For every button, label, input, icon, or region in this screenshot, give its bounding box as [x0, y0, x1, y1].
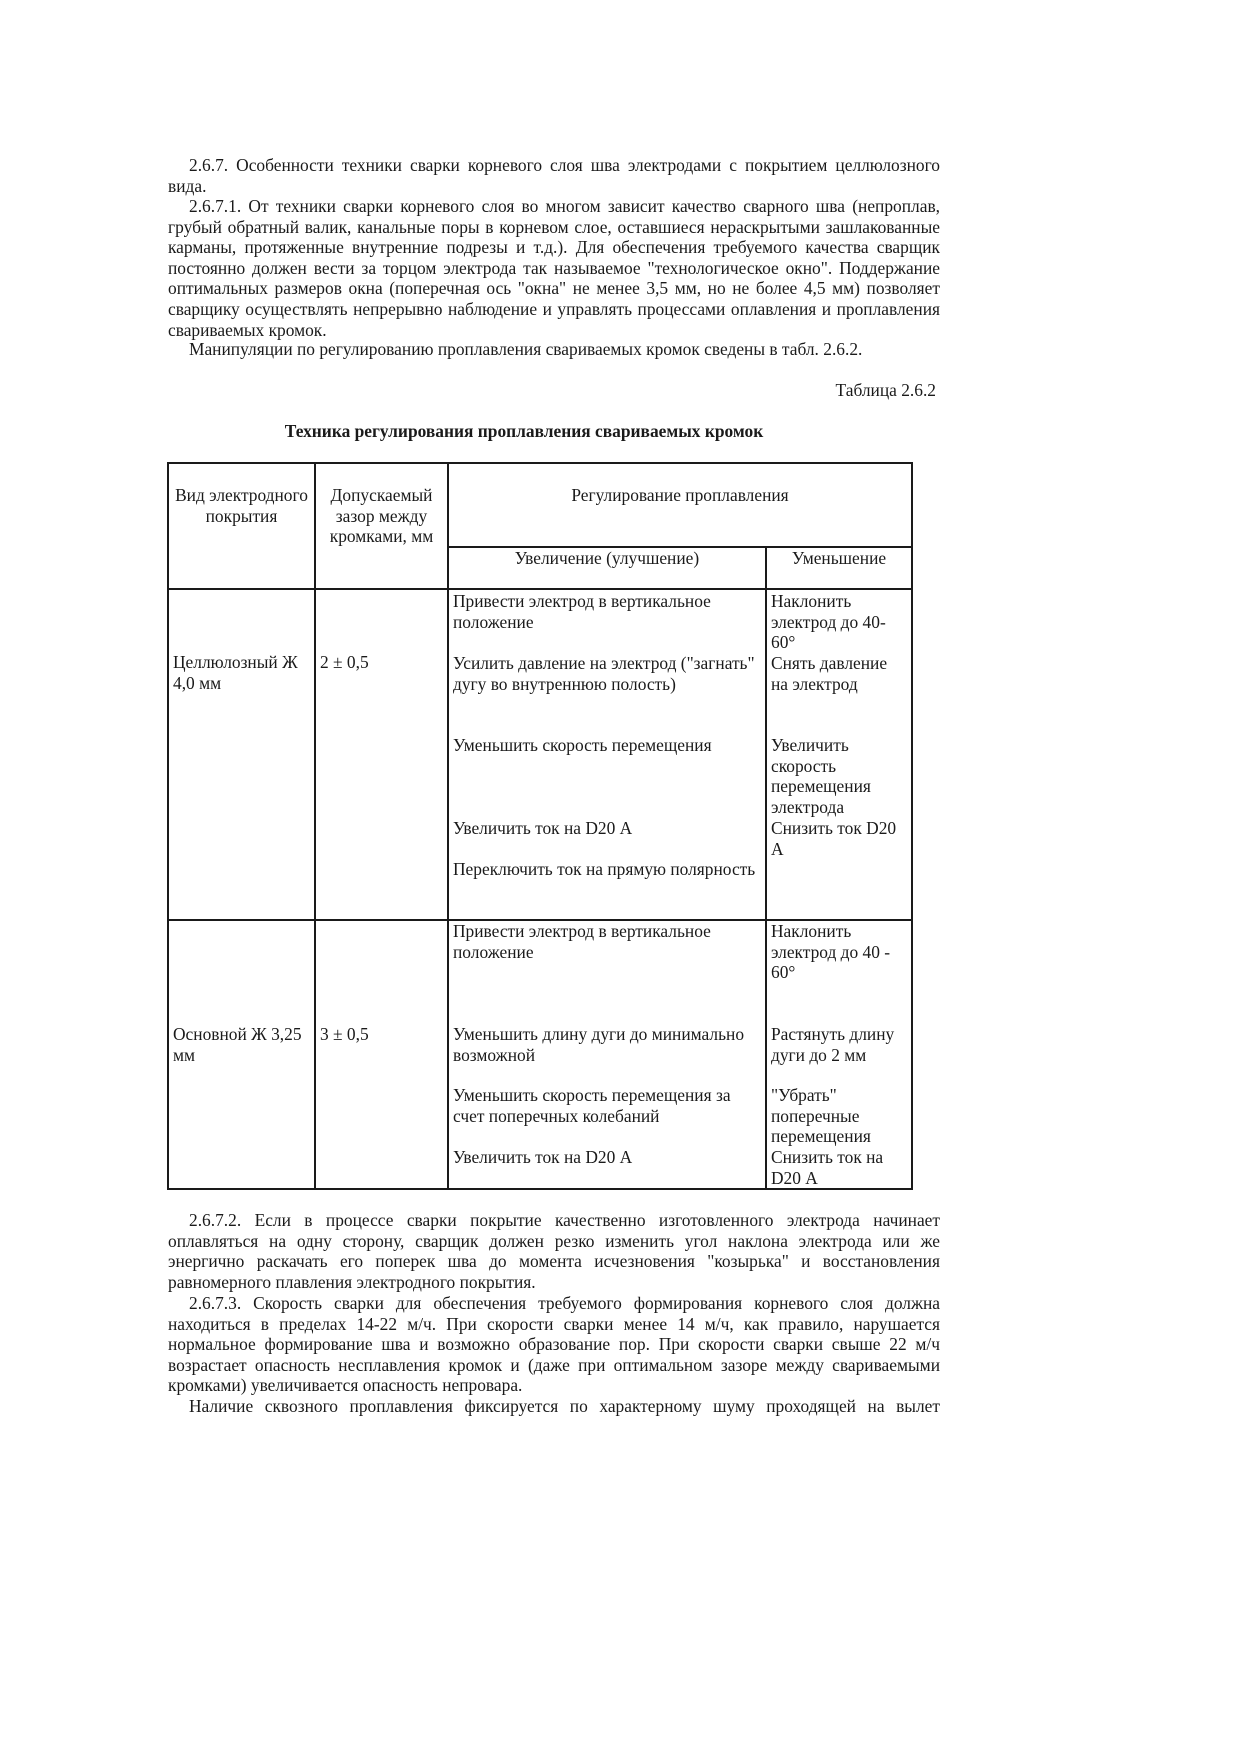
- decrease-item: Наклонить электрод до 40 - 60°: [771, 921, 891, 983]
- table-row-cellulose: [168, 589, 912, 920]
- header-penetration-regulation: Регулирование проплавления: [448, 463, 912, 547]
- increase-item: Привести электрод в вертикальное положение: [453, 591, 711, 632]
- cell-decrease-list: [766, 589, 912, 920]
- increase-item: Усилить давление на электрод ("загнать" дугу во внутреннюю полость): [453, 653, 755, 694]
- paragraph-manipulations: Манипуляции по регулированию проплавления свариваемых кромок сведены в табл. 2.6.2.: [189, 339, 863, 359]
- regulation-table: [167, 462, 913, 1190]
- table-row-basic: [168, 920, 912, 1189]
- header-increase: Увеличение (улучшение): [448, 547, 766, 589]
- cell-decrease-list: [766, 920, 912, 1189]
- increase-item: Уменьшить длину дуги до минимально возможной: [453, 1024, 745, 1065]
- paragraph-2-6-7-1: 2.6.7.1. От техники сварки корневого слоя во многом зависит качество сварного шва (непроплав, грубый обратный валик, канальные поры в корневом слое, оставшиеся нераскрытыми зашлакованные карманы, протяженные внутренние подрезы и т.д.). Для обеспечения требуемого качества сварщик постоянно должен вести за торцом электрода так называемое "технологическое окно". Поддержание оптимальных размеров окна (поперечная ось "окна" не менее 3,5 мм, но не более 4,5 мм) позволяет сварщику осуществлять непрерывно наблюдение и управлять процессами оплавления и проплавления свариваемых кромок.: [168, 196, 940, 340]
- increase-item: Увеличить ток на D20 А: [453, 818, 633, 838]
- decrease-item: Снизить ток D20 А: [771, 818, 897, 859]
- increase-item: Уменьшить скорость перемещения: [453, 735, 712, 755]
- increase-item: Переключить ток на прямую полярность: [453, 859, 756, 879]
- decrease-item: Наклонить электрод до 40-60°: [771, 591, 886, 653]
- decrease-item: Снизить ток на D20 А: [771, 1147, 884, 1188]
- cell-increase-list: [448, 920, 766, 1189]
- decrease-item: "Убрать" поперечные перемещения: [771, 1085, 871, 1147]
- decrease-item: Увеличить скорость перемещения электрода: [771, 735, 871, 817]
- header-coating-type: Вид электродного покрытия: [168, 463, 315, 589]
- cell-coating: [168, 589, 315, 920]
- paragraph-2-6-7-2: 2.6.7.2. Если в процессе сварки покрытие качественно изготовленного электрода начинает оплавляться на одну сторону, сварщик должен резко изменить угол наклона электрода или же энергично раскачать его поперек шва до момента исчезновения "козырька" и восстановления равномерного плавления электродного покрытия.: [168, 1210, 940, 1292]
- paragraph-2-6-7-3: 2.6.7.3. Скорость сварки для обеспечения требуемого формирования корневого слоя должна находиться в пределах 14-22 м/ч. При скорости сварки менее 14 м/ч, как правило, нарушается нормальное формирование шва и возможно образование пор. При скорости сварки свыше 22 м/ч возрастает опасность несплавления кромок и (даже при оптимальном зазоре между свариваемыми кромками) увеличивается опасность непровара.: [168, 1293, 940, 1396]
- coating-value: Целлюлозный Ж 4,0 мм: [173, 652, 298, 693]
- section-heading-paragraph: 2.6.7. Особенности техники сварки корневого слоя шва электродами с покрытием целлюлозного вида.: [168, 155, 940, 196]
- coating-value: Основной Ж 3,25 мм: [173, 1024, 302, 1065]
- table-label: Таблица 2.6.2: [835, 380, 936, 400]
- table-title: [168, 421, 940, 442]
- header-decrease: Уменьшение: [766, 547, 912, 589]
- table-title-text: Техника регулирования проплавления свариваемых кромок: [284, 421, 764, 441]
- header-allowed-gap: Допускаемый зазор между кромками, мм: [315, 463, 448, 589]
- cell-coating: [168, 920, 315, 1189]
- gap-value: 2 ± 0,5: [320, 652, 369, 672]
- cell-gap: [315, 920, 448, 1189]
- paragraph-through-penetration: Наличие сквозного проплавления фиксируется по характерному шуму проходящей на вылет: [189, 1396, 940, 1416]
- increase-item: Привести электрод в вертикальное положение: [453, 921, 711, 962]
- increase-item: Увеличить ток на D20 А: [453, 1147, 633, 1167]
- gap-value: 3 ± 0,5: [320, 1024, 369, 1044]
- increase-item: Уменьшить скорость перемещения за счет поперечных колебаний: [453, 1085, 731, 1126]
- cell-increase-list: [448, 589, 766, 920]
- decrease-item: Снять давление на электрод: [771, 653, 888, 694]
- decrease-item: Растянуть длину дуги до 2 мм: [771, 1024, 895, 1065]
- cell-gap: [315, 589, 448, 920]
